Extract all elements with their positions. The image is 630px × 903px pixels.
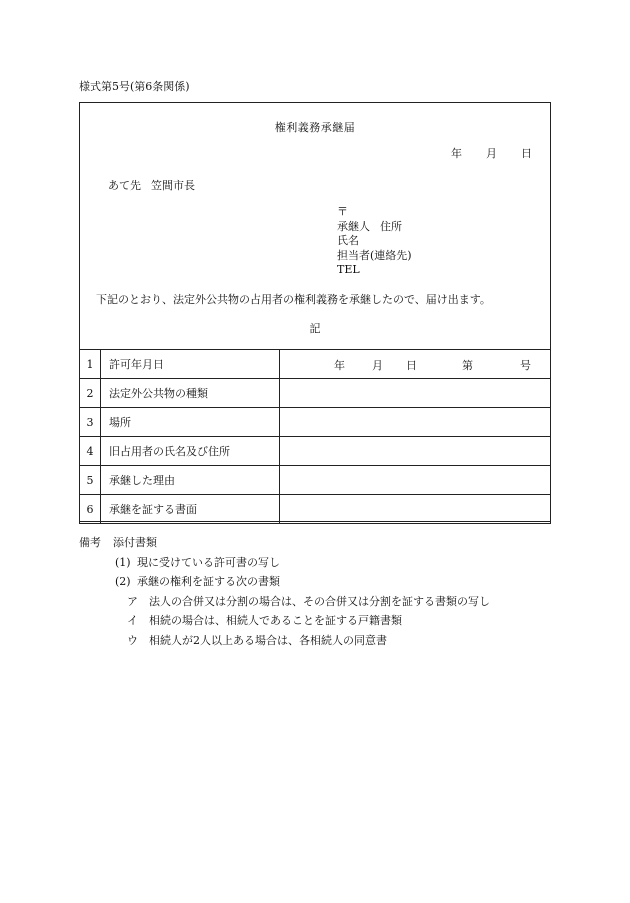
list-text: 相続の場合は、相続人であることを証する戸籍書類 <box>149 614 402 627</box>
successor-label: 承継人 <box>337 219 370 233</box>
form-number-label: 様式第5号(第6条関係) <box>79 80 190 93</box>
table-row <box>80 495 551 524</box>
permit-dai-label: 第 <box>462 359 473 372</box>
table-row <box>80 379 551 408</box>
addressee-name: 笠間市長 <box>151 179 195 192</box>
remarks-section <box>79 533 490 650</box>
value-field[interactable] <box>280 379 551 408</box>
submission-date <box>451 147 532 161</box>
name-label: 氏名 <box>337 234 359 247</box>
row-number: 2 <box>80 379 101 408</box>
row-number: 1 <box>80 350 101 379</box>
tel-label: TEL <box>337 263 360 276</box>
date-month-label: 月 <box>486 147 497 160</box>
contact-label: 担当者(連絡先) <box>337 248 412 262</box>
permit-date-field[interactable] <box>280 350 551 379</box>
permit-month-label: 月 <box>372 359 383 372</box>
table-row <box>80 350 551 379</box>
addressee-prefix: あて先 <box>108 179 141 192</box>
row-label: 許可年月日 <box>101 350 280 379</box>
date-year-label: 年 <box>451 147 462 160</box>
row-number: 6 <box>80 495 101 524</box>
row-label: 承継した理由 <box>101 466 280 495</box>
list-text: 承継の権利を証する次の書類 <box>137 575 280 588</box>
list-item <box>79 572 490 592</box>
applicant-block <box>337 205 412 278</box>
row-number: 3 <box>80 408 101 437</box>
permit-year-label: 年 <box>334 359 345 372</box>
date-day-label: 日 <box>521 147 532 160</box>
list-text: 法人の合併又は分割の場合は、その合併又は分割を証する書類の写し <box>149 594 490 608</box>
table-row <box>80 466 551 495</box>
list-item <box>79 611 490 631</box>
row-label: 法定外公共物の種類 <box>101 379 280 408</box>
list-marker: (2) <box>115 575 131 588</box>
list-item <box>79 631 490 651</box>
permit-day-label: 日 <box>406 359 417 372</box>
row-label: 承継を証する書面 <box>101 495 280 524</box>
table-row <box>80 408 551 437</box>
remarks-title: 添付書類 <box>113 536 157 549</box>
postal-mark: 〒 <box>337 205 348 218</box>
remarks-heading <box>79 533 490 553</box>
successor-address-line <box>337 220 412 235</box>
address-label: 住所 <box>380 219 402 233</box>
value-field[interactable] <box>280 408 551 437</box>
list-text: 相続人が2人以上ある場合は、各相続人の同意書 <box>149 633 387 647</box>
items-table <box>79 349 551 524</box>
list-item <box>79 553 490 573</box>
value-field[interactable] <box>280 466 551 495</box>
list-text: 現に受けている許可書の写し <box>137 555 280 569</box>
form-frame <box>79 102 551 522</box>
permit-go-label: 号 <box>520 359 531 372</box>
row-label: 場所 <box>101 408 280 437</box>
value-field[interactable] <box>280 437 551 466</box>
value-field[interactable] <box>280 495 551 524</box>
list-marker: イ <box>127 614 138 627</box>
addressee <box>108 179 195 193</box>
list-marker: ウ <box>127 633 138 647</box>
list-marker: (1) <box>115 555 131 569</box>
list-item <box>79 592 490 612</box>
row-number: 4 <box>80 437 101 466</box>
form-title: 権利義務承継届 <box>274 121 356 134</box>
declaration-text: 下記のとおり、法定外公共物の占用者の権利義務を承継したので、届け出ます。 <box>96 293 491 306</box>
row-number: 5 <box>80 466 101 495</box>
ki-heading: 記 <box>309 322 321 335</box>
list-marker: ア <box>127 594 138 608</box>
table-row <box>80 437 551 466</box>
row-label: 旧占用者の氏名及び住所 <box>101 437 280 466</box>
remarks-head: 備考 <box>79 536 101 549</box>
